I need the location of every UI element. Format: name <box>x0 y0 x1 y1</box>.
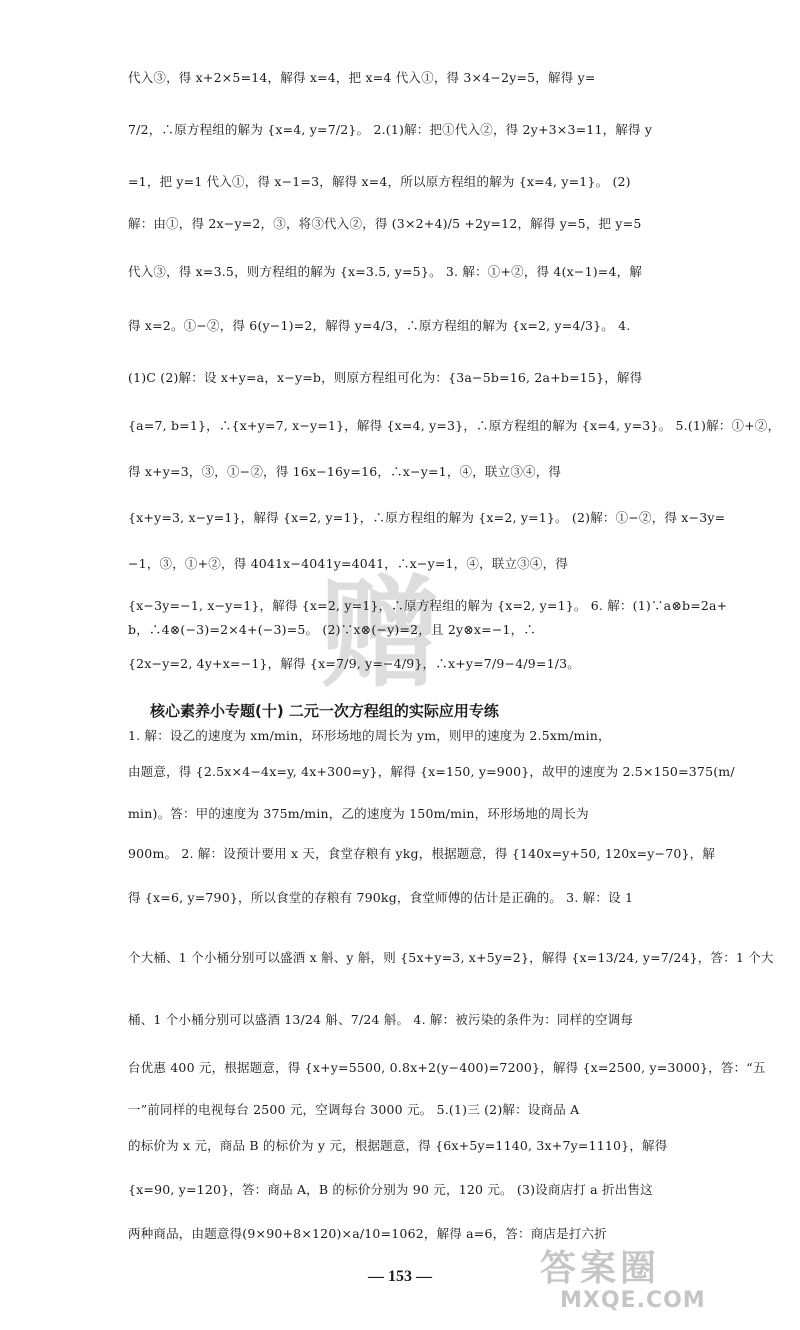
text-line: =1，把 y=1 代入①，得 x−1=3，解得 x=4，所以原方程组的解为 {x=4, y=1}。 (2) <box>128 174 631 189</box>
text-line: −1，③，①+②，得 4041x−4041y=4041，∴x−y=1，④，联立③④，得 <box>128 556 568 571</box>
logo-sub-text: MXQE.COM <box>560 1288 706 1313</box>
text-line: 1. 解：设乙的速度为 xm/min，环形场地的周长为 ym，则甲的速度为 2.5xm/min， <box>128 728 611 743</box>
text-line: 个大桶、1 个小桶分别可以盛酒 x 斛、y 斛，则 {5x+y=3, x+5y=2}，解得 {x=13/24, y=7/24}，答：1 个大 <box>128 950 774 965</box>
text-line: {a=7, b=1}，∴{x+y=7, x−y=1}，解得 {x=4, y=3}，∴原方程组的解为 {x=4, y=3}。 5.(1)解：①+②， <box>128 418 781 433</box>
text-line: 的标价为 x 元，商品 B 的标价为 y 元，根据题意，得 {6x+5y=1140, 3x+7y=1110}，解得 <box>128 1138 668 1153</box>
text-line: 得 x+y=3，③，①−②，得 16x−16y=16，∴x−y=1，④，联立③④，得 <box>128 464 562 479</box>
section-heading: 核心素养小专题(十) 二元一次方程组的实际应用专练 <box>150 702 499 720</box>
watermark-stamp: 赠 <box>320 565 440 704</box>
text-line: 代入③，得 x+2×5=14，解得 x=4，把 x=4 代入①，得 3×4−2y=5，解得 y= <box>128 70 596 85</box>
text-line: 得 x=2。①−②，得 6(y−1)=2，解得 y=4/3，∴原方程组的解为 {x=2, y=4/3}。 4. <box>128 318 631 333</box>
text-line: {x−3y=−1, x−y=1}，解得 {x=2, y=1}，∴原方程组的解为 {x=2, y=1}。 6. 解：(1)∵a⊗b=2a+ <box>128 598 728 613</box>
page-number: — 153 — <box>368 1268 432 1285</box>
text-line: 由题意，得 {2.5x×4−4x=y, 4x+300=y}，解得 {x=150, y=900}，故甲的速度为 2.5×150=375(m/ <box>128 764 735 779</box>
text-line: 桶、1 个小桶分别可以盛酒 13/24 斛、7/24 斛。 4. 解：被污染的条件为：同样的空调每 <box>128 1012 634 1027</box>
text-line: {x=90, y=120}，答：商品 A，B 的标价分别为 90 元，120 元。 (3)设商店打 a 折出售这 <box>128 1182 653 1197</box>
text-line: (1)C (2)解：设 x+y=a，x−y=b，则原方程组可化为：{3a−5b=16, 2a+b=15}，解得 <box>128 370 643 385</box>
logo-main-text: 答案圈 <box>540 1248 661 1289</box>
text-line: b，∴4⊗(−3)=2×4+(−3)=5。 (2)∵x⊗(−y)=2，且 2y⊗x=−1，∴ <box>128 622 537 637</box>
site-logo <box>540 1240 780 1320</box>
text-line: 解：由①，得 2x−y=2，③，将③代入②，得 (3×2+4)/5 +2y=12，解得 y=5，把 y=5 <box>128 216 642 231</box>
text-line: 台优惠 400 元，根据题意，得 {x+y=5500, 0.8x+2(y−400)=7200}，解得 {x=2500, y=3000}，答：“五 <box>128 1060 766 1075</box>
text-line: 得 {x=6, y=790}，所以食堂的存粮有 790kg，食堂师傅的估计是正确的。 3. 解：设 1 <box>128 890 634 905</box>
text-line: 两种商品，由题意得(9×90+8×120)×a/10=1062，解得 a=6，答：商店是打六折 <box>128 1226 607 1241</box>
text-line: 一”前同样的电视每台 2500 元，空调每台 3000 元。 5.(1)三 (2)解：设商品 A <box>128 1102 580 1117</box>
text-line: 7/2，∴原方程组的解为 {x=4, y=7/2}。 2.(1)解：把①代入②，得 2y+3×3=11，解得 y <box>128 122 653 137</box>
text-line: 900m。 2. 解：设预计要用 x 天，食堂存粮有 ykg，根据题意，得 {140x=y+50, 120x=y−70}，解 <box>128 846 716 861</box>
text-line: {2x−y=2, 4y+x=−1}，解得 {x=7/9, y=−4/9}，∴x+y=7/9−4/9=1/3。 <box>128 656 581 671</box>
text-line: 代入③，得 x=3.5，则方程组的解为 {x=3.5, y=5}。 3. 解：①+②，得 4(x−1)=4，解 <box>128 264 643 279</box>
text-line: min)。答：甲的速度为 375m/min，乙的速度为 150m/min，环形场地的周长为 <box>128 806 589 821</box>
text-line: {x+y=3, x−y=1}，解得 {x=2, y=1}，∴原方程组的解为 {x=2, y=1}。 (2)解：①−②，得 x−3y= <box>128 510 726 525</box>
